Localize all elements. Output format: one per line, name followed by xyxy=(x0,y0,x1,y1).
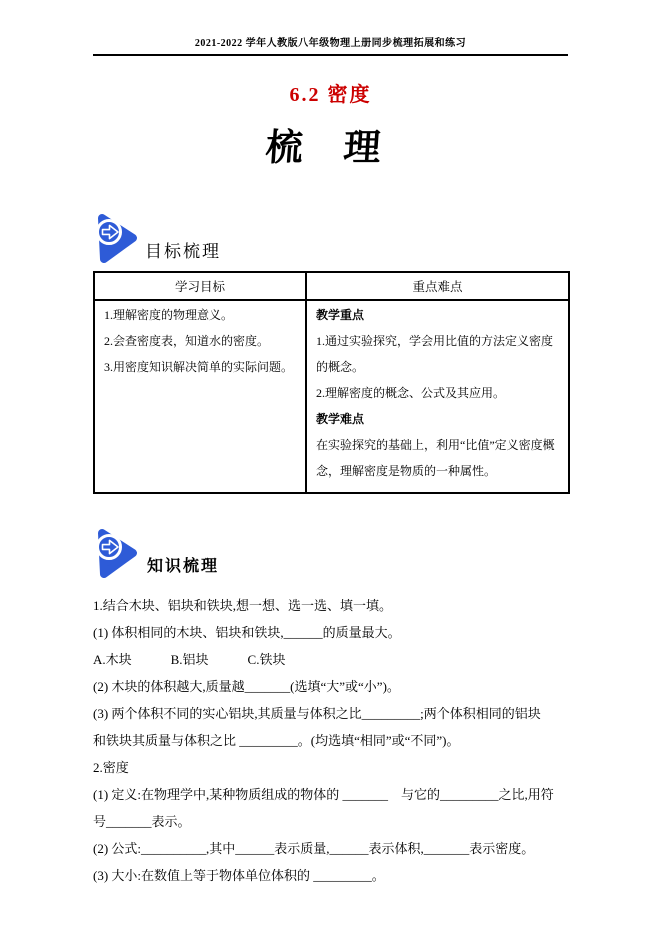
objective-item: 3.用密度知识解决简单的实际问题。 xyxy=(104,360,294,374)
keypoints-cell xyxy=(306,300,569,493)
section-knowledge-heading xyxy=(93,526,568,580)
knowledge-line-fill-blank: (1) 定义:在物理学中,某种物质组成的物体的 _______ 与它的_________之比,用符 xyxy=(93,787,554,802)
keypoint-item: 在实验探究的基础上，利用“比值”定义密度概念，理解密度是物质的一种属性。 xyxy=(316,438,555,478)
page-subtitle: 梳 理 xyxy=(264,125,397,169)
document-header xyxy=(93,34,568,49)
knowledge-line-fill-blank: (3) 两个体积不同的实心铝块,其质量与体积之比_________;两个体积相同的铝块 xyxy=(93,706,541,721)
knowledge-line-fill-blank: 号_______表示。 xyxy=(93,814,191,829)
knowledge-line: 2.密度 xyxy=(93,760,129,775)
table-header-row xyxy=(94,272,569,300)
knowledge-line-fill-blank: (3) 大小:在数值上等于物体单位体积的 _________。 xyxy=(93,868,385,883)
page-title: 6.2 密度 xyxy=(289,84,372,106)
keypoint-item: 2.理解密度的概念、公式及其应用。 xyxy=(316,386,506,400)
keypoint-subheading: 教学难点 xyxy=(316,412,365,426)
knowledge-line-options: A.木块 B.铝块 C.铁块 xyxy=(93,652,286,667)
table-header-objectives: 学习目标 xyxy=(94,272,306,300)
knowledge-line-fill-blank: (2) 木块的体积越大,质量越_______(选填“大”或“小”)。 xyxy=(93,679,400,694)
keypoint-subheading: 教学重点 xyxy=(316,308,365,322)
section-knowledge-label: 知识梳理 xyxy=(147,558,220,575)
keypoint-item: 1.通过实验探究，学会用比值的方法定义密度的概念。 xyxy=(316,334,554,374)
blue-arrow-icon xyxy=(93,211,139,265)
header-divider xyxy=(93,54,568,56)
knowledge-line: 1.结合木块、铝块和铁块,想一想、选一选、填一填。 xyxy=(93,598,393,613)
knowledge-content xyxy=(93,592,568,889)
blue-arrow-icon xyxy=(93,526,139,580)
knowledge-line-fill-blank: (1) 体积相同的木块、铝块和铁块,______的质量最大。 xyxy=(93,625,401,640)
knowledge-line-fill-blank: (2) 公式:__________,其中______表示质量,______表示体积,_______表示密度。 xyxy=(93,841,535,856)
section-goal-label: 目标梳理 xyxy=(145,242,221,261)
objective-item: 1.理解密度的物理意义。 xyxy=(104,308,234,322)
section-goal-heading xyxy=(93,211,568,265)
header-text: 2021-2022 学年人教版八年级物理上册同步梳理拓展和练习 xyxy=(194,38,467,49)
objective-item: 2.会查密度表，知道水的密度。 xyxy=(104,334,270,348)
goal-table xyxy=(93,271,570,494)
table-header-keypoints: 重点难点 xyxy=(306,272,569,300)
table-body-row xyxy=(94,300,569,493)
objectives-cell xyxy=(94,300,306,493)
knowledge-line-fill-blank: 和铁块其质量与体积之比 _________。(均选填“相同”或“不同”)。 xyxy=(93,733,460,748)
